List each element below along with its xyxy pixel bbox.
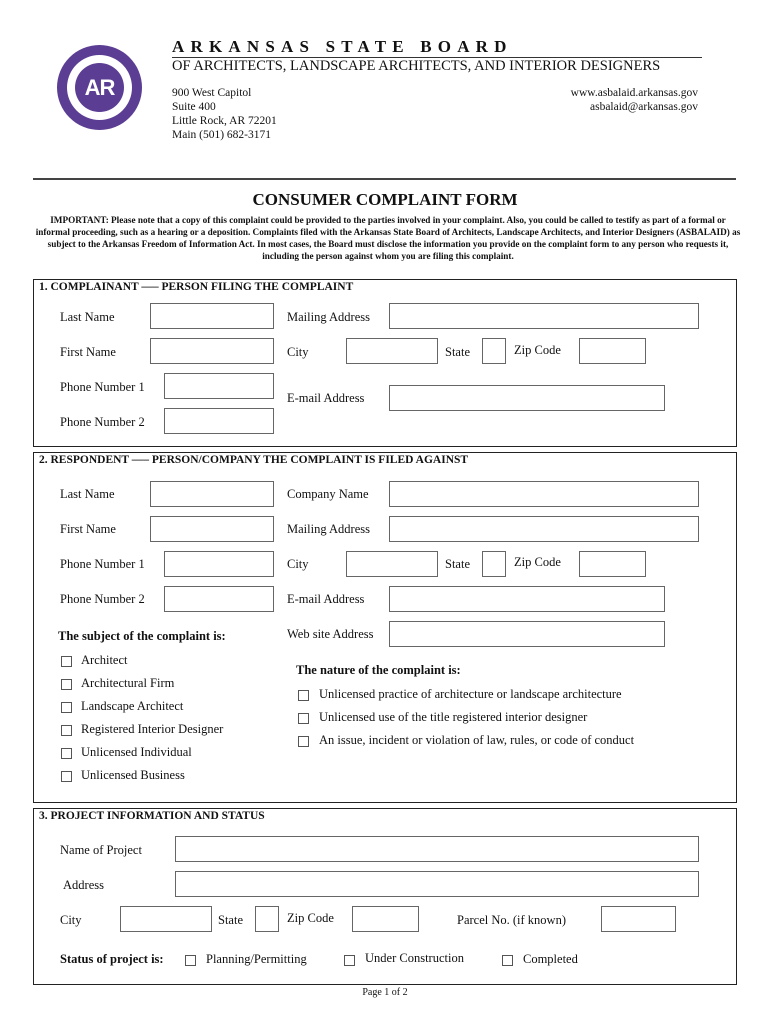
address-line: 900 West Capitol (172, 87, 252, 99)
section-title: 3. PROJECT INFORMATION AND STATUS (39, 810, 265, 822)
project-address-input[interactable] (175, 871, 699, 897)
option-label: Architectural Firm (81, 676, 175, 690)
respondent-city-input[interactable] (346, 551, 438, 577)
checkbox-unlicensed-individual[interactable] (61, 748, 72, 759)
respondent-phone1-input[interactable] (164, 551, 274, 577)
complainant-zip-input[interactable] (579, 338, 646, 364)
project-section (33, 808, 737, 985)
checkbox-completed[interactable] (502, 955, 513, 966)
phone2-label: Phone Number 2 (60, 415, 145, 429)
email-label: E-mail Address (287, 592, 365, 606)
first-name-label: First Name (60, 522, 116, 536)
main-divider (33, 178, 736, 180)
state-label: State (218, 913, 243, 927)
checkbox-registered-interior-designer[interactable] (61, 725, 72, 736)
project-address-label: Address (63, 878, 104, 892)
email-link[interactable]: asbalaid@arkansas.gov (590, 101, 698, 113)
checkbox-unlicensed-business[interactable] (61, 771, 72, 782)
city-label: City (287, 557, 309, 571)
city-label: City (287, 345, 309, 359)
option-label: Completed (523, 952, 578, 966)
zip-label: Zip Code (287, 911, 334, 925)
complainant-first-name-input[interactable] (150, 338, 274, 364)
project-name-label: Name of Project (60, 843, 142, 857)
board-seal-logo (57, 45, 142, 130)
complainant-phone1-input[interactable] (164, 373, 274, 399)
checkbox-architectural-firm[interactable] (61, 679, 72, 690)
mailing-address-label: Mailing Address (287, 310, 370, 324)
status-label: Status of project is: (60, 952, 164, 966)
city-label: City (60, 913, 82, 927)
option-label: Architect (81, 653, 128, 667)
respondent-section (33, 452, 737, 803)
board-contact (571, 86, 698, 114)
mailing-address-label: Mailing Address (287, 522, 370, 536)
option-label: Unlicensed practice of architecture or landscape architecture (319, 687, 622, 701)
project-parcel-input[interactable] (601, 906, 676, 932)
respondent-first-name-input[interactable] (150, 516, 274, 542)
option-label: Registered Interior Designer (81, 722, 224, 736)
phone-line: Main (501) 682-3171 (172, 129, 272, 141)
state-label: State (445, 345, 470, 359)
project-name-input[interactable] (175, 836, 699, 862)
checkbox-violation[interactable] (298, 736, 309, 747)
seal-text: AR (75, 63, 124, 112)
option-label: Planning/Permitting (206, 952, 307, 966)
project-city-input[interactable] (120, 906, 212, 932)
option-label: Under Construction (365, 951, 464, 965)
option-label: An issue, incident or violation of law, rules, or code of conduct (319, 733, 635, 747)
respondent-state-input[interactable] (482, 551, 506, 577)
respondent-website-input[interactable] (389, 621, 665, 647)
zip-label: Zip Code (514, 555, 561, 569)
board-name: ARKANSAS STATE BOARD (172, 37, 513, 56)
important-notice: IMPORTANT: Please note that a copy of this complaint could be provided to the parties involved in your complaint. Also, you could be called to testify as part of a formal or informal proceeding, such as a hearing or a deposition. Complaints filed with the Arkansas State Board of Architects, Landscape Architects, and Interior Designers (ASBALAID) as subject to the Arkansas Freedom of Information Act. In most cases, the Board must disclose the information you provide on the complaint form to any person who requests it, including the person against whom you are filing this complaint. (35, 215, 741, 261)
subject-label: The subject of the complaint is: (58, 629, 226, 643)
checkbox-architect[interactable] (61, 656, 72, 667)
zip-label: Zip Code (514, 343, 561, 357)
option-label: Landscape Architect (81, 699, 184, 713)
checkbox-under-construction[interactable] (344, 955, 355, 966)
first-name-label: First Name (60, 345, 116, 359)
respondent-company-input[interactable] (389, 481, 699, 507)
checkbox-unlicensed-practice[interactable] (298, 690, 309, 701)
checkbox-planning-permitting[interactable] (185, 955, 196, 966)
project-state-input[interactable] (255, 906, 279, 932)
address-line: Little Rock, AR 72201 (172, 115, 277, 127)
page-number: Page 1 of 2 (362, 987, 408, 998)
form-title: CONSUMER COMPLAINT FORM (252, 190, 518, 209)
complainant-section (33, 279, 737, 447)
phone1-label: Phone Number 1 (60, 380, 145, 394)
board-address (172, 86, 277, 142)
respondent-zip-input[interactable] (579, 551, 646, 577)
complainant-city-input[interactable] (346, 338, 438, 364)
complainant-email-input[interactable] (389, 385, 665, 411)
complainant-last-name-input[interactable] (150, 303, 274, 329)
website-label: Web site Address (287, 627, 374, 641)
complainant-mailing-input[interactable] (389, 303, 699, 329)
checkbox-unlicensed-title[interactable] (298, 713, 309, 724)
project-zip-input[interactable] (352, 906, 419, 932)
company-name-label: Company Name (287, 487, 369, 501)
respondent-last-name-input[interactable] (150, 481, 274, 507)
state-label: State (445, 557, 470, 571)
address-line: Suite 400 (172, 101, 216, 113)
option-label: Unlicensed use of the title registered interior designer (319, 710, 588, 724)
last-name-label: Last Name (60, 487, 115, 501)
nature-label: The nature of the complaint is: (296, 663, 461, 677)
respondent-phone2-input[interactable] (164, 586, 274, 612)
option-label: Unlicensed Individual (81, 745, 192, 759)
option-label: Unlicensed Business (81, 768, 185, 782)
board-subtitle: OF ARCHITECTS, LANDSCAPE ARCHITECTS, AND INTERIOR DESIGNERS (172, 58, 661, 74)
respondent-email-input[interactable] (389, 586, 665, 612)
checkbox-landscape-architect[interactable] (61, 702, 72, 713)
phone2-label: Phone Number 2 (60, 592, 145, 606)
email-label: E-mail Address (287, 391, 365, 405)
website-link[interactable]: www.asbalaid.arkansas.gov (570, 87, 698, 99)
respondent-mailing-input[interactable] (389, 516, 699, 542)
complainant-state-input[interactable] (482, 338, 506, 364)
section-title: 1. COMPLAINANT —– PERSON FILING THE COMPLAINT (39, 281, 354, 293)
parcel-label: Parcel No. (if known) (457, 913, 566, 927)
section-title: 2. RESPONDENT —– PERSON/COMPANY THE COMPLAINT IS FILED AGAINST (39, 454, 469, 466)
phone1-label: Phone Number 1 (60, 557, 145, 571)
complainant-phone2-input[interactable] (164, 408, 274, 434)
last-name-label: Last Name (60, 310, 115, 324)
